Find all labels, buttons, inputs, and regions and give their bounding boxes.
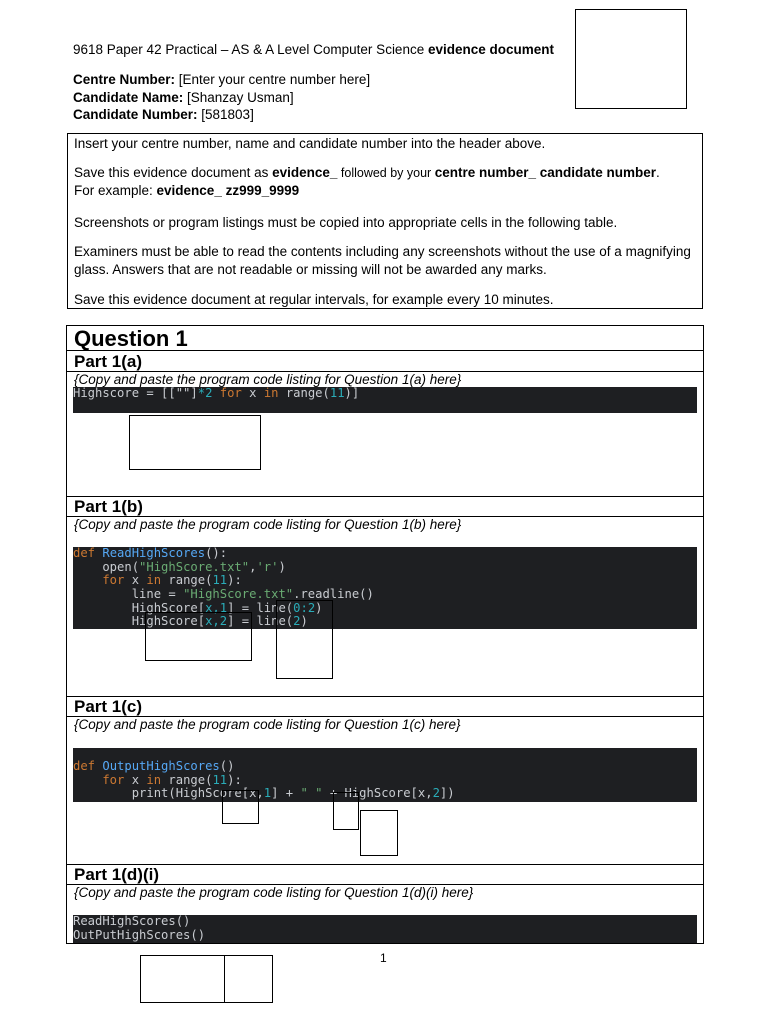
code-token: def: [73, 759, 103, 773]
code-token: ] = line(: [227, 600, 294, 615]
code-token: for: [73, 772, 132, 787]
instruction-period: .: [656, 165, 660, 180]
document-title-text: 9618 Paper 42 Practical – AS & A Level Computer Science: [73, 42, 428, 57]
part-1di-title: Part 1(d)(i): [74, 865, 159, 884]
instruction-evidence-prefix: evidence_: [272, 165, 338, 180]
code-token: x: [131, 772, 147, 787]
annotation-box: [129, 415, 261, 470]
instruction-readability: Examiners must be able to read the contents including any screenshots without the use of a magnifying glass. Answers that are not readable or missing will not be awarded any marks.: [74, 244, 691, 277]
part-1di-instruction: {Copy and paste the program code listing for Question 1(d)(i) here}: [74, 885, 474, 900]
code-token: def: [73, 547, 103, 560]
candidate-number-label: Candidate Number:: [73, 107, 198, 122]
table-divider: [67, 864, 703, 865]
instruction-save-as-text: Save this evidence document as: [74, 165, 273, 180]
code-token: ,: [249, 559, 257, 574]
code-line: [73, 929, 697, 943]
code-token: .readline(): [293, 587, 374, 602]
question-title: Question 1: [74, 326, 188, 351]
code-token: x: [249, 387, 264, 400]
part-1c-code-block: [73, 748, 697, 802]
candidate-number-value: [581803]: [197, 107, 254, 122]
code-token: OutputHighScores: [102, 759, 220, 773]
part-1a-title: Part 1(a): [74, 352, 143, 371]
code-token: 1: [263, 786, 272, 801]
code-token: in: [146, 772, 169, 787]
code-token: *2: [197, 387, 220, 400]
code-token: open(: [73, 559, 140, 574]
code-token: range(: [168, 573, 213, 588]
code-token: ReadHighScores: [102, 547, 206, 560]
annotation-box: [276, 600, 333, 679]
code-line: [73, 787, 697, 801]
code-token: Highscore = [[""]: [73, 387, 198, 400]
annotation-box: [222, 790, 259, 824]
annotation-box: [360, 810, 398, 856]
code-token: 11: [212, 772, 228, 787]
instruction-save-regularly: Save this evidence document at regular intervals, for example every 10 minutes.: [74, 292, 554, 307]
page-number: 1: [380, 951, 387, 965]
code-token: HighScore[: [73, 600, 206, 615]
part-1a-instruction: {Copy and paste the program code listing for Question 1(a) here}: [74, 372, 462, 387]
code-token: ): [278, 559, 286, 574]
code-token: "HighScore.txt": [183, 587, 294, 602]
code-token: 2: [293, 614, 301, 629]
instruction-header: Insert your centre number, name and candidate number into the header above.: [74, 136, 546, 151]
instruction-example-label: For example:: [74, 183, 157, 198]
code-token: (): [219, 759, 235, 773]
table-divider: [67, 350, 703, 351]
candidate-name-value: [Shanzay Usman]: [183, 90, 294, 105]
code-token: in: [146, 573, 169, 588]
photo-placeholder-box: [575, 9, 687, 109]
code-token: 11: [329, 387, 345, 400]
part-1di-code-block: [73, 915, 697, 943]
code-line: [73, 574, 697, 588]
code-line: [73, 547, 697, 561]
code-token: + HighScore[x,: [322, 786, 433, 801]
table-divider: [67, 496, 703, 497]
code-line: [73, 915, 697, 929]
instruction-screenshots: Screenshots or program listings must be copied into appropriate cells in the following table.: [74, 215, 618, 230]
code-token: 'r': [256, 559, 279, 574]
code-token: ): [315, 600, 323, 615]
code-token: ():: [205, 547, 228, 560]
code-token: print(HighScore[x,: [73, 786, 264, 801]
code-token: 11: [212, 573, 228, 588]
centre-number-line: [73, 72, 370, 87]
code-token: for: [219, 387, 250, 400]
code-token: OutPutHighScores(): [73, 927, 206, 942]
code-token: line =: [73, 587, 184, 602]
code-token: range(: [168, 772, 213, 787]
centre-number-label: Centre Number:: [73, 72, 176, 87]
document-title: [73, 42, 554, 57]
table-divider: [67, 696, 703, 697]
code-token: in: [263, 387, 286, 400]
part-1b-title: Part 1(b): [74, 497, 143, 516]
code-token: ] = line(: [227, 614, 294, 629]
code-token: for: [73, 573, 132, 588]
code-line: [73, 760, 697, 774]
annotation-box: [224, 955, 273, 1003]
code-token: x: [131, 573, 147, 588]
annotation-box: [333, 792, 359, 830]
candidate-name-line: [73, 90, 294, 105]
code-token: )]: [344, 387, 360, 400]
code-token: x,1: [205, 600, 228, 615]
code-line: [73, 774, 697, 788]
code-token: ] +: [271, 786, 301, 801]
centre-number-value: [Enter your centre number here]: [175, 72, 371, 87]
document-title-bold: evidence document: [427, 42, 555, 57]
candidate-name-label: Candidate Name:: [73, 90, 184, 105]
code-token: "HighScore.txt": [139, 559, 250, 574]
code-token: 0:2: [293, 600, 316, 615]
part-1a-code-block: [73, 387, 697, 413]
part-1c-instruction: {Copy and paste the program code listing for Question 1(c) here}: [74, 717, 461, 732]
part-1c-title: Part 1(c): [74, 697, 143, 716]
annotation-box: [145, 612, 252, 661]
annotation-box: [140, 955, 225, 1003]
instruction-followed-by: followed by your: [337, 166, 435, 180]
code-token: 2: [432, 786, 440, 801]
code-line: [73, 561, 697, 575]
code-token: ReadHighScores(): [73, 915, 191, 928]
code-token: range(: [285, 387, 330, 400]
code-line: [73, 588, 697, 602]
instructions-box: [67, 133, 703, 309]
code-token: ]): [439, 786, 455, 801]
code-token: " ": [300, 786, 323, 801]
instruction-centre-candidate: centre number_ candidate number: [434, 165, 657, 180]
code-token: ):: [227, 573, 242, 588]
code-token: x,2: [205, 614, 228, 629]
instruction-example-value: evidence_ zz999_9999: [156, 183, 300, 198]
candidate-number-line: [73, 107, 254, 122]
code-token: HighScore[: [73, 614, 206, 629]
part-1b-instruction: {Copy and paste the program code listing for Question 1(b) here}: [74, 517, 462, 532]
code-token: ):: [227, 772, 242, 787]
instruction-save-as: [74, 164, 694, 200]
code-token: ): [300, 614, 308, 629]
code-line: [73, 387, 697, 401]
